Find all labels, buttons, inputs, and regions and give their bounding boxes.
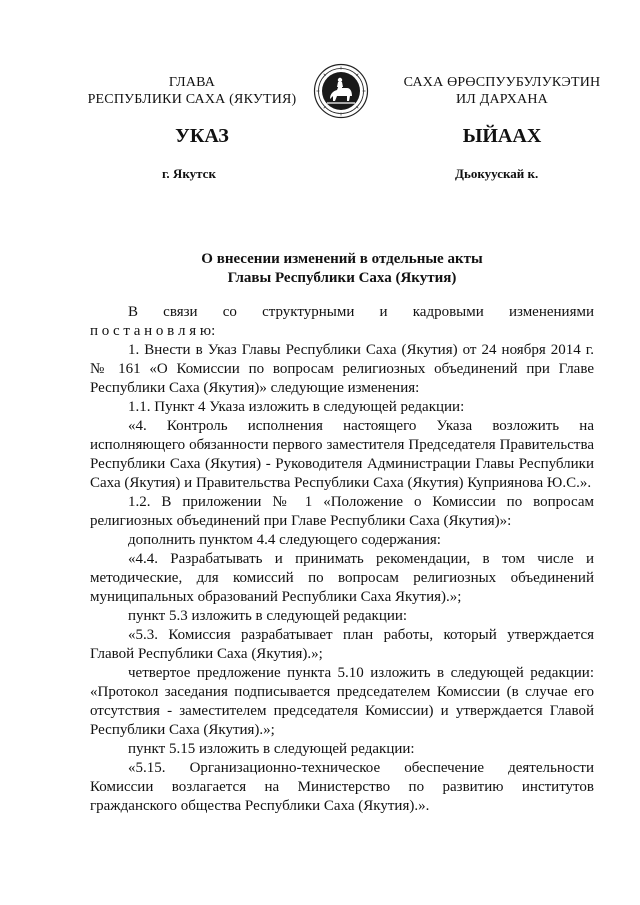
paragraph: 1.2. В приложении № 1 «Положение о Комиссии по вопросам религиозных объединений при Главе Республики Саха (Якутия)»:	[90, 494, 594, 529]
doc-type-sakha: ЫЙААХ	[462, 125, 542, 147]
paragraph: В связи со структурными и кадровыми изменениями	[128, 304, 594, 320]
paragraph: пункт 5.15 изложить в следующей редакции:	[128, 741, 415, 757]
issuer-sakha-line-2: ИЛ ДАРХАНА	[455, 92, 548, 107]
issuer-sakha-line-1: САХА ӨРӨСПУУБУЛУКЭТИН	[403, 75, 601, 90]
title-line-1: О внесении изменений в отдельные акты	[201, 251, 483, 267]
paragraph: «4. Контроль исполнения настоящего Указа возложить на исполняющего обязанности первого заместителя Председателя Правительства Республики Саха (Якутия) - Руководителя Администрации Главы Республики Саха (Якутия) и Правительства Республики Саха (Якутия) Куприянова Ю.С.».	[90, 418, 594, 491]
document-title	[90, 250, 594, 288]
issuer-header-sakha	[380, 74, 624, 108]
paragraph: 1. Внести в Указ Главы Республики Саха (Якутия) от 24 ноября 2014 г. № 161 «О Комиссии по вопросам религиозных объединений при Главе Республики Саха (Якутия)» следующие изменения:	[90, 342, 594, 396]
doc-type-ru: УКАЗ	[175, 125, 229, 147]
document-body	[90, 303, 594, 816]
issuer-line-1: ГЛАВА	[168, 75, 216, 90]
paragraph: «5.3. Комиссия разрабатывает план работы, который утверждается Главой Республики Саха (Якутия).»;	[90, 627, 594, 662]
issuer-line-2: РЕСПУБЛИКИ САХА (ЯКУТИЯ)	[87, 92, 297, 107]
paragraph: четвертое предложение пункта 5.10 изложить в следующей редакции: «Протокол заседания подписывается председателем Комиссии (в случае его отсутствия - заместителем председателя Комиссии) и утверждается Главой Республики Саха (Якутия).»;	[90, 665, 594, 738]
paragraph: 1.1. Пункт 4 Указа изложить в следующей редакции:	[128, 399, 465, 415]
city-ru: г. Якутск	[162, 166, 216, 181]
city-sakha: Дьокуускай к.	[455, 166, 539, 181]
paragraph: пункт 5.3 изложить в следующей редакции:	[128, 608, 408, 624]
paragraph: «5.15. Организационно-техническое обеспечение деятельности Комиссии возлагается на Министерство по развитию институтов гражданского общества Республики Саха (Якутия).».	[90, 760, 594, 814]
issuer-header-ru	[80, 74, 304, 108]
paragraph: «4.4. Разрабатывать и принимать рекомендации, в том числе и методические, для комиссий по вопросам религиозных объединений муниципальных образований Республики Саха Якутия).»;	[90, 551, 594, 605]
title-line-2: Главы Республики Саха (Якутия)	[227, 270, 457, 286]
sakha-coat-of-arms-emblem	[313, 63, 369, 119]
paragraph: дополнить пунктом 4.4 следующего содержания:	[128, 532, 441, 548]
paragraph: п о с т а н о в л я ю:	[90, 323, 216, 339]
